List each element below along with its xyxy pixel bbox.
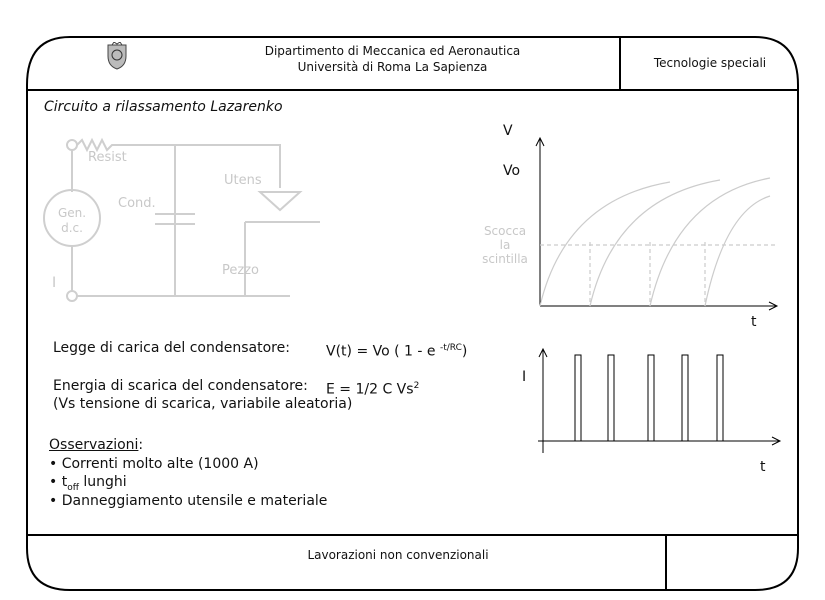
observations-colon: :: [138, 437, 144, 453]
graph1-x-label: t: [751, 314, 757, 330]
graph1-spark-line2: la: [499, 238, 511, 252]
observation-t-off-sub: off: [67, 482, 79, 493]
graph1-vo-label: Vo: [503, 163, 521, 179]
circuit-label-utens: Utens: [224, 173, 262, 188]
graph1-spark-line1: Scocca: [483, 224, 527, 238]
bullet: •: [49, 493, 58, 509]
header-course: Tecnologie speciali: [653, 56, 767, 70]
observation-text-1: Correnti molto alte (1000 A): [61, 456, 259, 472]
graph2-y-label: I: [522, 369, 527, 385]
circuit-label-cond: Cond.: [118, 196, 156, 211]
charge-law-formula: [326, 339, 467, 361]
observation-item-3: [49, 492, 327, 510]
charge-law-main: V(t) = Vo ( 1 - e: [326, 343, 440, 360]
footer-text: Lavorazioni non convenzionali: [307, 548, 489, 562]
circuit-label-current: I: [52, 275, 57, 291]
circuit-label-resist: Resist: [88, 150, 127, 165]
graph1-y-label: V: [503, 123, 513, 139]
energy-label: Energia di scarica del condensatore:: [53, 378, 308, 394]
observation-text-3: Danneggiamento utensile e materiale: [61, 493, 328, 509]
graph1-spark-label: [470, 224, 540, 266]
graph2-x-label: t: [760, 459, 766, 475]
charge-law-exponent: -t/RC: [439, 343, 462, 353]
slide-title: Circuito a rilassamento Lazarenko: [44, 99, 283, 115]
circuit-gen-line2: d.c.: [61, 221, 83, 235]
bullet: •: [49, 456, 58, 472]
header-dept-line2: Università di Roma La Sapienza: [297, 60, 488, 74]
university-seal-icon: [106, 42, 128, 70]
observation-t: t: [61, 474, 68, 490]
header-dept-line1: Dipartimento di Meccanica ed Aeronautica: [264, 44, 521, 58]
current-pulse-graph: [530, 345, 790, 455]
observations-heading: [49, 436, 143, 454]
graph1-spark-line3: scintilla: [482, 252, 528, 266]
header-department: [230, 43, 555, 75]
observation-text-2: lunghi: [78, 474, 127, 490]
voltage-charge-graph: [520, 130, 790, 320]
observation-item-1: [49, 455, 259, 473]
circuit-gen-line1: Gen.: [57, 206, 87, 220]
energy-formula-main: E = 1/2 C Vs: [326, 381, 414, 398]
circuit-generator-label: [48, 206, 96, 236]
charge-law-label: Legge di carica del condensatore:: [53, 340, 290, 356]
energy-note: (Vs tensione di scarica, variabile aleatoria): [53, 396, 353, 412]
circuit-label-pezzo: Pezzo: [222, 263, 259, 278]
energy-formula-exponent: 2: [413, 381, 420, 391]
observations-title: Osservazioni: [49, 437, 139, 453]
bullet: •: [49, 474, 58, 490]
charge-law-close: ): [461, 343, 468, 360]
